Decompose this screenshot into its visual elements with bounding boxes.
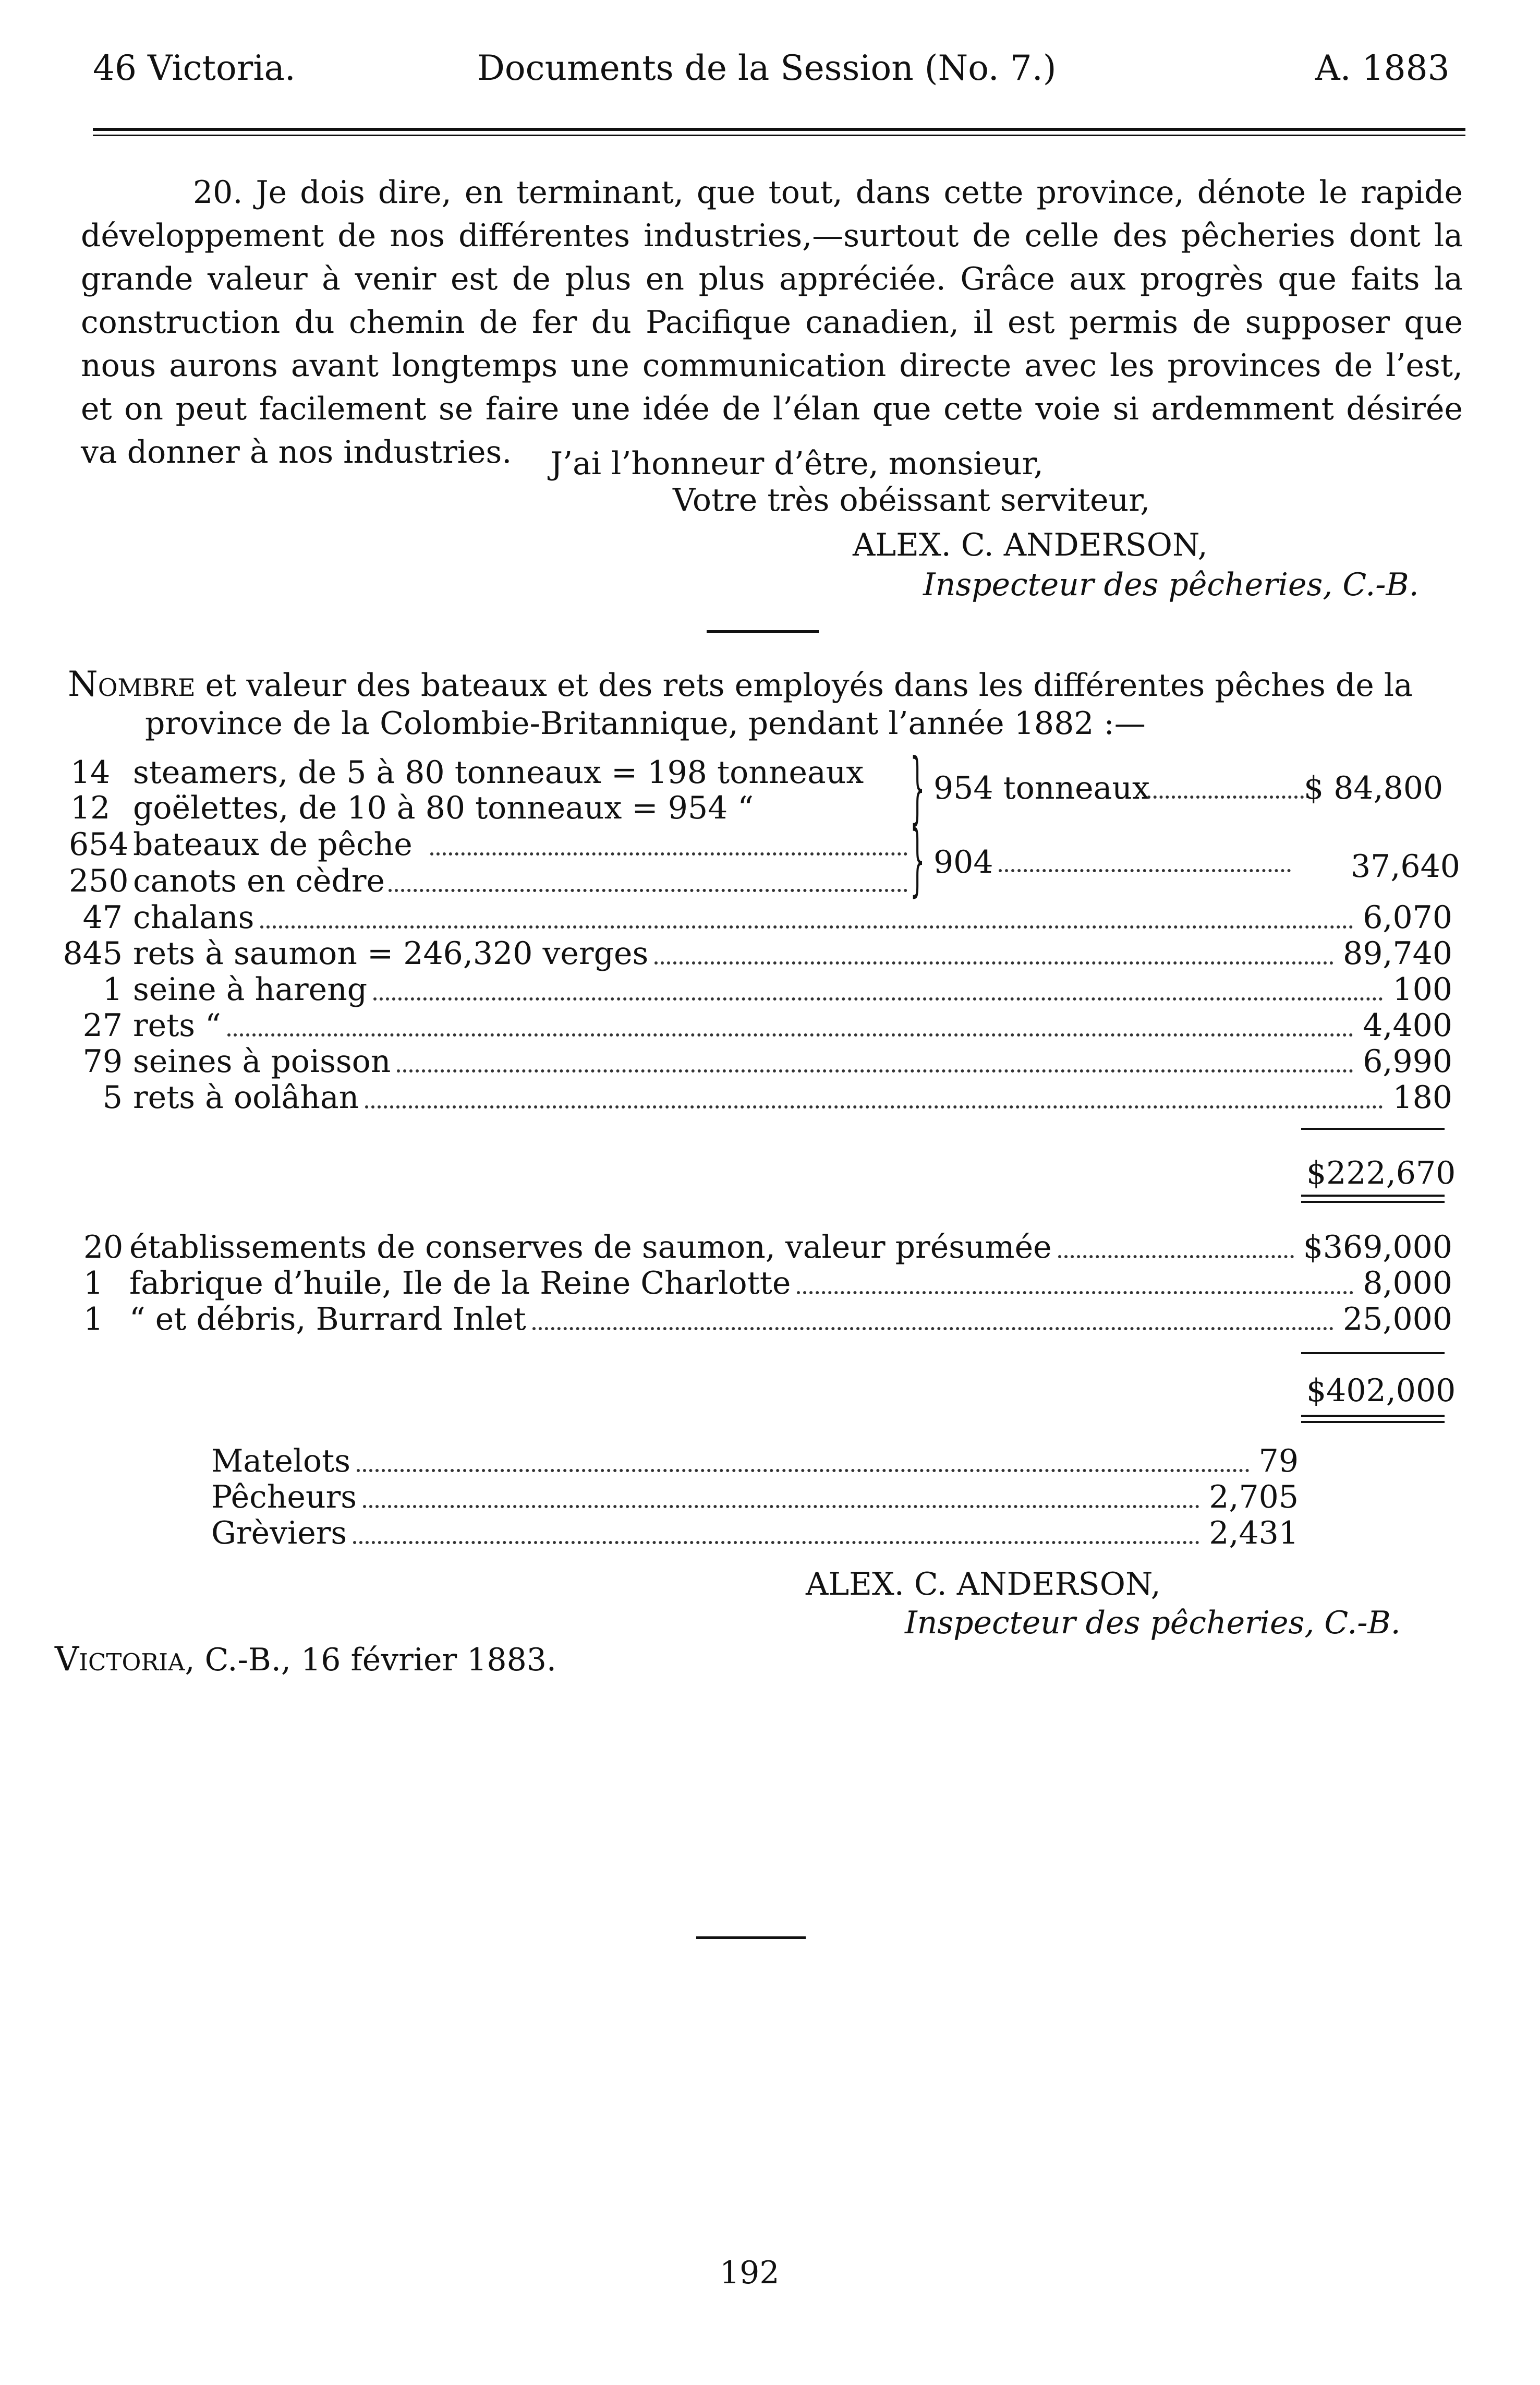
leader-dots: [365, 1105, 1383, 1109]
item-desc: seine à hareng: [133, 971, 368, 1008]
closing-salutation: J’ai l’honneur d’être, monsieur,: [550, 445, 1044, 482]
leader-dots: [1058, 1255, 1294, 1258]
brace-vessels: }: [910, 742, 925, 833]
item-qty: 5: [102, 1079, 123, 1116]
section-divider: [707, 630, 819, 633]
boat-row-qty: 654: [69, 826, 129, 863]
signature-title-2: Inspecteur des pêcheries, C.-B.: [905, 1605, 1401, 1641]
place-name: Victoria: [55, 1640, 185, 1679]
establishment-qty: 1: [83, 1265, 104, 1302]
leader-dots: [373, 997, 1383, 1001]
bottom-divider: [696, 1936, 806, 1939]
item-value: 89,740: [1343, 935, 1452, 972]
establishment-value: $369,000: [1303, 1229, 1452, 1266]
paragraph-line: et on peut facilement se faire une idée de l’élan que cette voie si ardemment désirée: [81, 391, 1463, 427]
item-qty: 1: [102, 971, 123, 1008]
double-rule-top: [1301, 1415, 1445, 1417]
item-desc: rets à saumon = 246,320 verges: [133, 935, 649, 972]
paragraph-line: grande valeur à venir est de plus en plus appréciée. Grâce aux progrès que faits la: [81, 261, 1463, 297]
leader-dots: [227, 1033, 1353, 1037]
double-rule-bottom: [1301, 1201, 1445, 1203]
table-heading-line1: [68, 662, 1413, 707]
vessel-row-desc: steamers, de 5 à 80 tonneaux = 198 tonneaux: [133, 754, 864, 791]
paragraph-line: construction du chemin de fer du Pacifique canadien, il est permis de supposer que: [81, 304, 1463, 341]
item-qty: 47: [82, 899, 123, 936]
total-boats-and-nets: $222,670: [1306, 1155, 1456, 1191]
sum-rule: [1301, 1128, 1445, 1130]
establishment-qty: 20: [83, 1229, 124, 1266]
item-qty: 27: [82, 1007, 123, 1044]
leader-dots: [357, 1469, 1250, 1472]
vessel-row-desc: goëlettes, de 10 à 80 tonneaux = 954 “: [133, 790, 754, 826]
boat-row-desc: bateaux de pêche: [133, 826, 413, 863]
total-establishments: $402,000: [1306, 1372, 1456, 1409]
vessel-row-qty: 12: [70, 790, 111, 826]
establishment-value: 25,000: [1343, 1301, 1452, 1338]
table-heading-text: et valeur des bateaux et des rets employés dans les différentes pêches de la: [195, 667, 1413, 704]
boat-row-desc: canots en cèdre: [133, 863, 385, 899]
signature-title: Inspecteur des pêcheries, C.-B.: [923, 567, 1419, 603]
item-value: 6,070: [1363, 899, 1452, 936]
leader-dots: [353, 1541, 1199, 1544]
vessel-row-qty: 14: [70, 754, 111, 791]
closing-servant: Votre très obéissant serviteur,: [673, 482, 1150, 519]
place-date-line: [55, 1638, 556, 1682]
boat-row-qty: 250: [69, 863, 129, 899]
item-value: 4,400: [1363, 1007, 1452, 1044]
crew-value: 79: [1258, 1443, 1299, 1479]
paragraph-line: développement de nos différentes industries,—surtout de celle des pêcheries dont la: [81, 218, 1463, 254]
signature-name-2: ALEX. C. ANDERSON,: [806, 1566, 1161, 1603]
paragraph-line: va donner à nos industries.: [81, 434, 512, 471]
vessels-group-label: 954 tonneaux: [933, 770, 1150, 806]
boats-group-value: 37,640: [1351, 848, 1460, 885]
leader-dots: [797, 1291, 1353, 1294]
date-text: , C.-B., 16 février 1883.: [185, 1642, 556, 1678]
boats-group-label: 904: [933, 844, 993, 881]
leader-dots: [999, 869, 1291, 872]
table-heading-line2: province de la Colombie-Britannique, pendant l’année 1882 :—: [145, 705, 1146, 742]
leader-dots: [260, 925, 1353, 929]
item-value: 100: [1392, 971, 1452, 1008]
leader-dots: [389, 889, 907, 892]
establishment-qty: 1: [83, 1301, 104, 1338]
item-desc: chalans: [133, 899, 254, 936]
item-desc: seines à poisson: [133, 1043, 391, 1080]
item-qty: 79: [82, 1043, 123, 1080]
vessels-group-value: $ 84,800: [1304, 770, 1444, 806]
crew-value: 2,705: [1209, 1479, 1299, 1515]
leader-dots: [654, 961, 1333, 965]
double-rule-top: [1301, 1195, 1445, 1197]
establishment-desc: fabrique d’huile, Ile de la Reine Charlotte: [129, 1265, 791, 1302]
leader-dots: [430, 852, 907, 856]
page-number: 192: [720, 2255, 780, 2291]
brace-boats: }: [910, 814, 925, 905]
header-rule-bottom: [93, 135, 1465, 136]
item-desc: rets “: [133, 1007, 221, 1044]
leader-dots: [532, 1327, 1333, 1330]
crew-label: Matelots: [211, 1443, 351, 1479]
leader-dots: [363, 1505, 1199, 1508]
paragraph-line: nous aurons avant longtemps une communication directe avec les provinces de l’est,: [81, 347, 1463, 384]
running-header-title: Documents de la Session (No. 7.): [477, 48, 1057, 88]
item-value: 6,990: [1363, 1043, 1452, 1080]
signature-name: ALEX. C. ANDERSON,: [853, 527, 1208, 563]
leader-dots: [1147, 796, 1304, 799]
header-rule-top: [93, 128, 1465, 131]
item-qty: 845: [63, 935, 123, 972]
paragraph-20: [81, 171, 1463, 474]
item-value: 180: [1392, 1079, 1452, 1116]
running-header-right: A. 1883: [1315, 48, 1450, 88]
paragraph-line: 20. Je dois dire, en terminant, que tout, dans cette province, dénote le rapide: [193, 174, 1463, 211]
crew-value: 2,431: [1209, 1515, 1299, 1551]
crew-label: Pêcheurs: [211, 1479, 357, 1515]
establishment-desc: établissements de conserves de saumon, valeur présumée: [129, 1229, 1052, 1266]
double-rule-bottom: [1301, 1421, 1445, 1423]
sum-rule: [1301, 1352, 1445, 1354]
crew-label: Grèviers: [211, 1515, 347, 1551]
establishment-desc: “ et débris, Burrard Inlet: [129, 1301, 526, 1338]
item-desc: rets à oolâhan: [133, 1079, 359, 1116]
table-heading-first-word: Nombre: [68, 664, 196, 704]
leader-dots: [397, 1069, 1353, 1073]
establishment-value: 8,000: [1363, 1265, 1452, 1302]
running-header-left: 46 Victoria.: [93, 48, 296, 88]
